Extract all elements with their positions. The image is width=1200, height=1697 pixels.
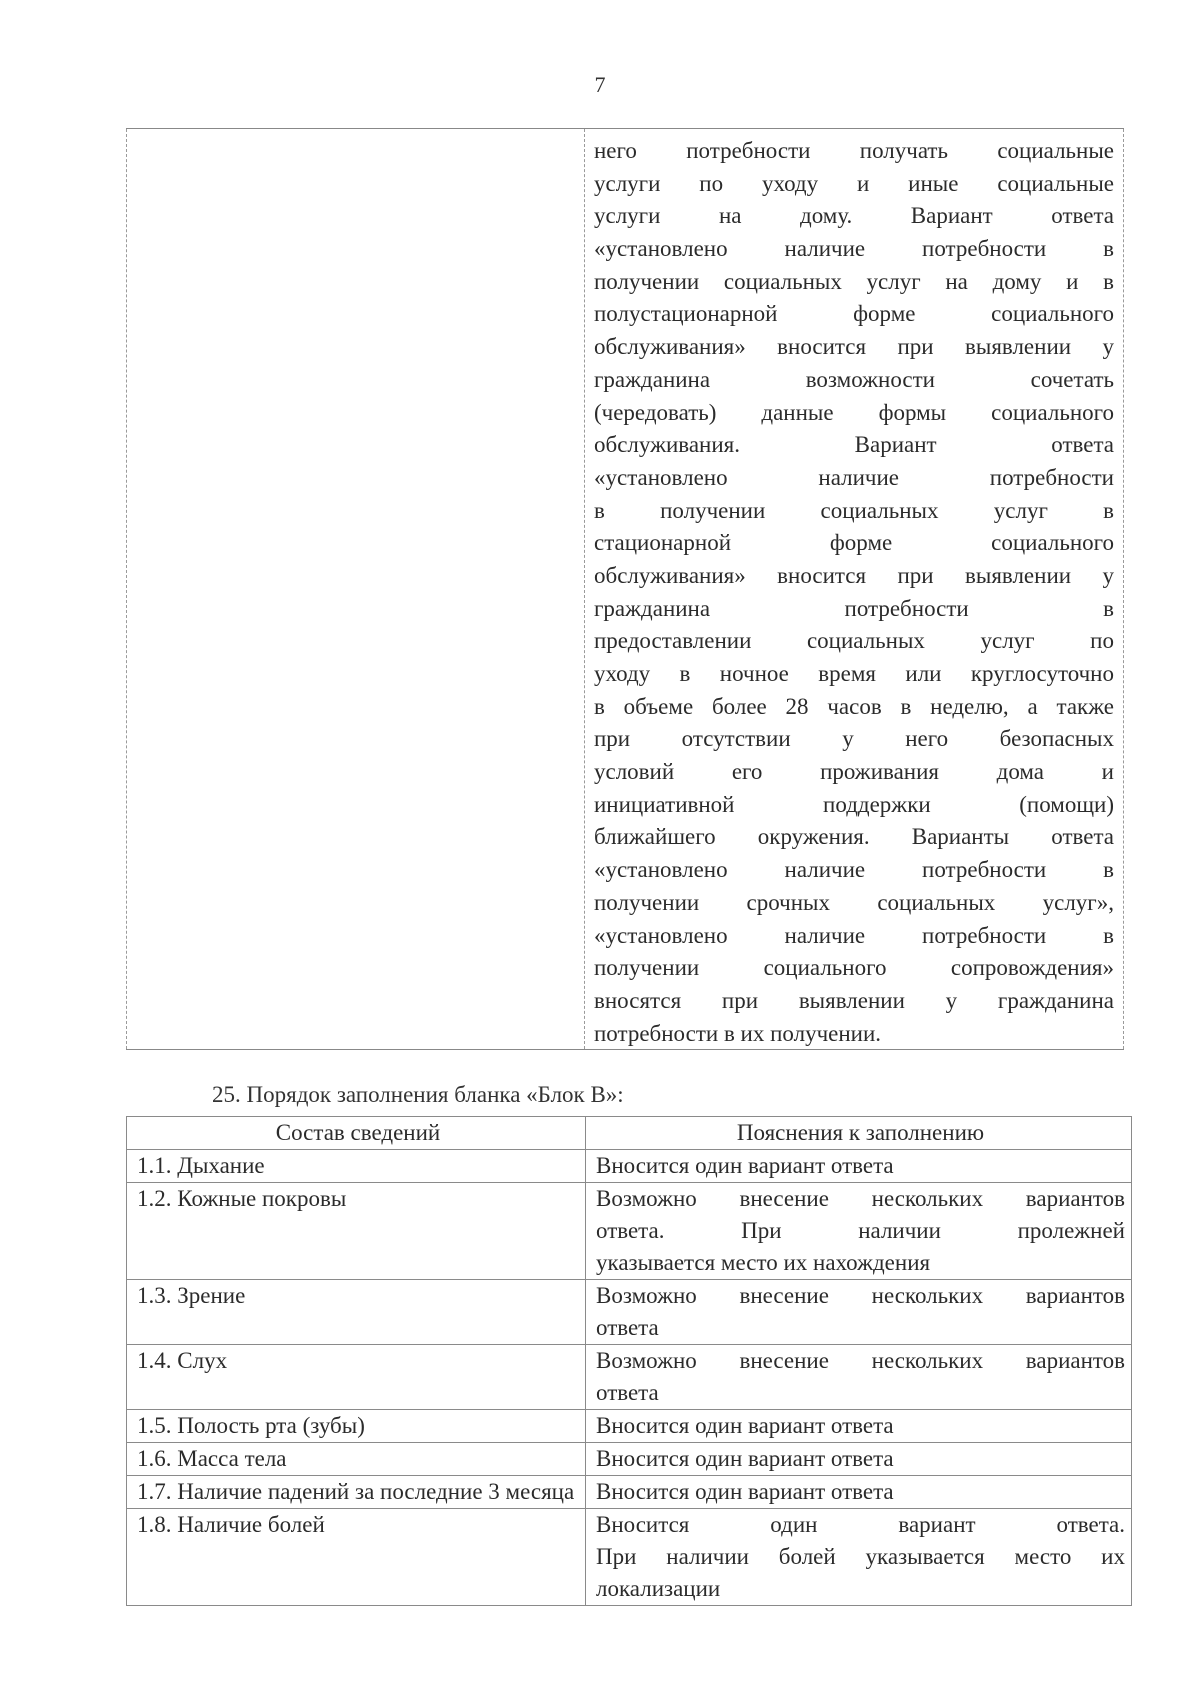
section-title: 25. Порядок заполнения бланка «Блок В»: xyxy=(212,1082,624,1107)
row-note xyxy=(586,1183,1132,1280)
continuation-table xyxy=(126,128,1124,1050)
text-line: вносятся при выявлении у гражданина xyxy=(594,987,1114,1013)
table-row xyxy=(127,1443,1132,1476)
text-line: ближайшего окружения. Варианты ответа xyxy=(594,824,1114,850)
note-line: Вносится один вариант ответа. xyxy=(596,1512,1125,1537)
row-note xyxy=(586,1410,1132,1443)
text-line: услуги на дому. Вариант ответа xyxy=(594,203,1114,229)
row-note xyxy=(586,1345,1132,1410)
note-line: При наличии болей указывается место их xyxy=(596,1544,1125,1569)
text-line: в объеме более 28 часов в неделю, а также xyxy=(594,693,1114,719)
note-line: ответа xyxy=(596,1315,659,1340)
table-row xyxy=(127,1509,1132,1606)
text-line: услуги по уходу и иные социальные xyxy=(594,170,1114,196)
row-item: 1.2. Кожные покровы xyxy=(127,1183,586,1280)
table-row xyxy=(127,1410,1132,1443)
header-composition: Состав сведений xyxy=(127,1117,586,1150)
text-line: гражданина потребности в xyxy=(594,595,1114,621)
text-line: стационарной форме социального xyxy=(594,530,1114,556)
note-line: Вносится один вариант ответа xyxy=(596,1413,894,1438)
note-line: указывается место их нахождения xyxy=(596,1250,931,1275)
table-row xyxy=(127,1280,1132,1345)
text-line: обслуживания. Вариант ответа xyxy=(594,432,1114,458)
text-line: «установлено наличие потребности в xyxy=(594,236,1114,262)
note-line: Возможно внесение нескольких вариантов xyxy=(596,1186,1125,1211)
row-item: 1.6. Масса тела xyxy=(127,1443,586,1476)
continuation-text xyxy=(594,135,1114,1050)
text-line: при отсутствии у него безопасных xyxy=(594,726,1114,752)
table-row xyxy=(127,1183,1132,1280)
table-header-row xyxy=(127,1117,1132,1150)
note-line: локализации xyxy=(596,1576,721,1601)
text-line: получении социальных услуг на дому и в xyxy=(594,268,1114,294)
text-line: него потребности получать социальные xyxy=(594,138,1114,163)
block-b-table xyxy=(126,1116,1132,1606)
note-line: Вносится один вариант ответа xyxy=(596,1446,894,1471)
text-line: условий его проживания дома и xyxy=(594,759,1114,785)
text-line: инициативной поддержки (помощи) xyxy=(594,791,1114,817)
table-border-left xyxy=(126,129,127,1049)
table-row xyxy=(127,1476,1132,1509)
text-line: потребности в их получении. xyxy=(594,1020,882,1046)
row-note xyxy=(586,1476,1132,1509)
note-line: Возможно внесение нескольких вариантов xyxy=(596,1283,1125,1308)
text-line: гражданина возможности сочетать xyxy=(594,366,1114,392)
text-line: «установлено наличие потребности в xyxy=(594,922,1114,948)
text-line: «установлено наличие потребности в xyxy=(594,857,1114,883)
text-line: получении социального сопровождения» xyxy=(594,955,1114,981)
note-line: ответа xyxy=(596,1380,659,1405)
row-item: 1.7. Наличие падений за последние 3 месяца xyxy=(127,1476,586,1509)
row-item: 1.8. Наличие болей xyxy=(127,1509,586,1606)
note-line: Возможно внесение нескольких вариантов xyxy=(596,1348,1125,1373)
text-line: полустационарной форме социального xyxy=(594,301,1114,327)
table-column-divider xyxy=(584,129,585,1049)
text-line: (чередовать) данные формы социального xyxy=(594,399,1114,425)
table-row xyxy=(127,1150,1132,1183)
text-line: обслуживания» вносится при выявлении у xyxy=(594,562,1114,588)
text-line: предоставлении социальных услуг по xyxy=(594,628,1114,654)
header-explanations: Пояснения к заполнению xyxy=(586,1117,1132,1150)
row-note xyxy=(586,1280,1132,1345)
text-line: в получении социальных услуг в xyxy=(594,497,1114,523)
note-line: Вносится один вариант ответа xyxy=(596,1479,894,1504)
text-line: «установлено наличие потребности xyxy=(594,464,1114,490)
text-line: обслуживания» вносится при выявлении у xyxy=(594,334,1114,360)
page-number: 7 xyxy=(594,72,606,97)
row-item: 1.4. Слух xyxy=(127,1345,586,1410)
row-note xyxy=(586,1150,1132,1183)
row-item: 1.3. Зрение xyxy=(127,1280,586,1345)
text-line: уходу в ночное время или круглосуточно xyxy=(594,661,1114,686)
row-item: 1.1. Дыхание xyxy=(127,1150,586,1183)
text-line: получении срочных социальных услуг», xyxy=(594,889,1114,915)
row-item: 1.5. Полость рта (зубы) xyxy=(127,1410,586,1443)
note-line: ответа. При наличии пролежней xyxy=(596,1218,1125,1243)
note-line: Вносится один вариант ответа xyxy=(596,1153,894,1178)
row-note xyxy=(586,1443,1132,1476)
table-border-right xyxy=(1123,129,1124,1049)
table-row xyxy=(127,1345,1132,1410)
row-note xyxy=(586,1509,1132,1606)
